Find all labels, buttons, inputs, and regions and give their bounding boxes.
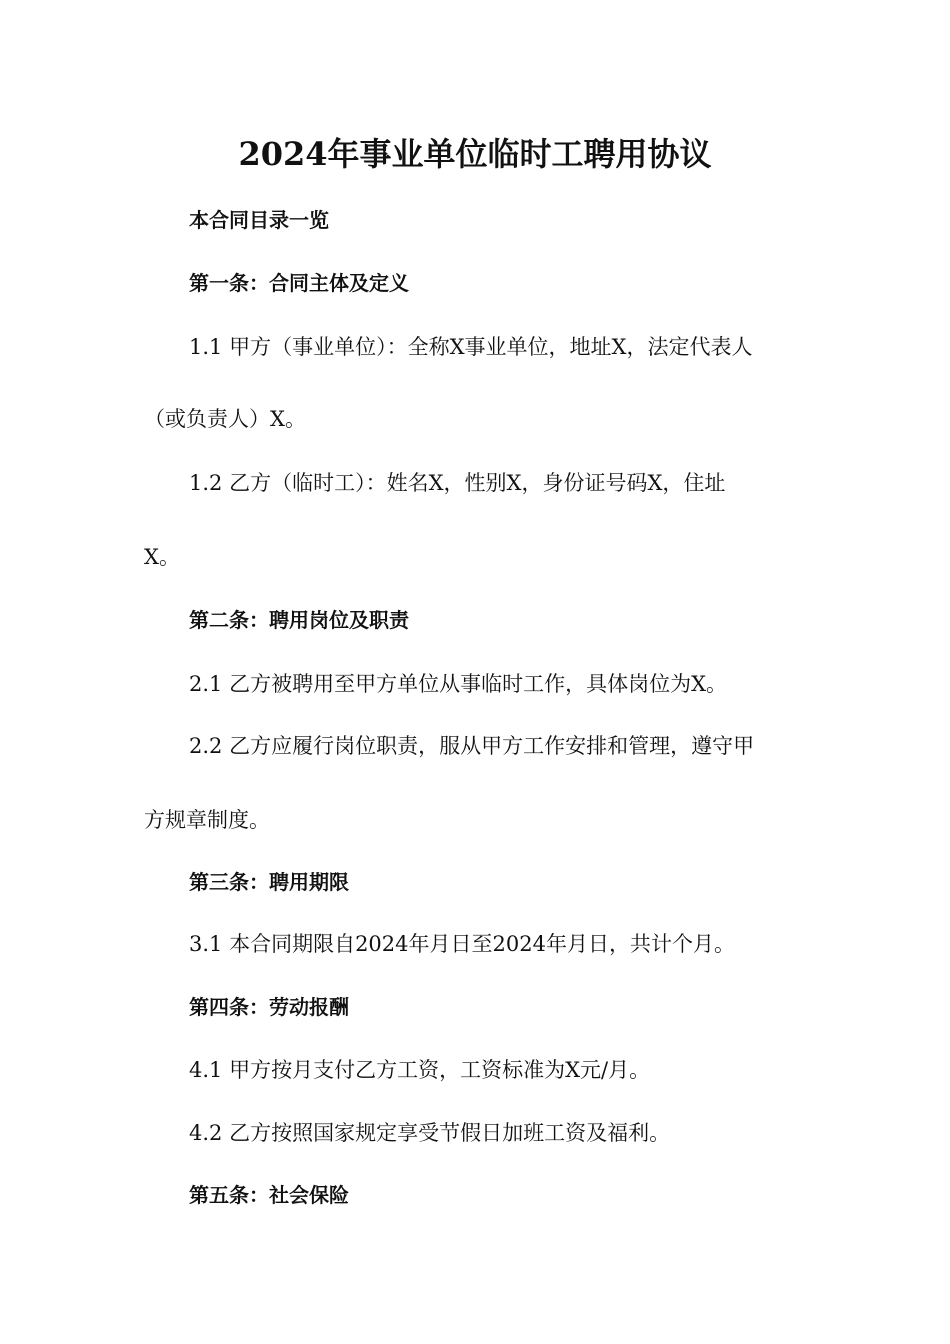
clause-4-2-line-1: 4.2 乙方按照国家规定享受节假日加班工资及福利。 [189, 1121, 671, 1145]
article-2-heading: 第二条：聘用岗位及职责 [189, 608, 409, 632]
article-3-heading: 第三条：聘用期限 [189, 870, 349, 894]
clause-1-2-line-1: 1.2 乙方（临时工）：姓名X，性别X，身份证号码X，住址 [189, 471, 726, 495]
clause-1-2-line-2: X。 [144, 545, 180, 569]
article-4-heading: 第四条：劳动报酬 [189, 995, 349, 1019]
clause-4-1-line-1: 4.1 甲方按月支付乙方工资，工资标准为X元/月。 [189, 1058, 651, 1082]
clause-1-1-line-1: 1.1 甲方（事业单位）：全称X事业单位，地址X，法定代表人 [189, 335, 753, 359]
clause-2-2-line-1: 2.2 乙方应履行岗位职责，服从甲方工作安排和管理，遵守甲 [189, 734, 755, 758]
article-1-heading: 第一条：合同主体及定义 [189, 271, 409, 295]
clause-1-1-line-2: （或负责人）X。 [144, 407, 306, 431]
clause-2-1-line-1: 2.1 乙方被聘用至甲方单位从事临时工作，具体岗位为X。 [189, 672, 728, 696]
toc-heading: 本合同目录一览 [189, 208, 329, 232]
clause-3-1-line-1: 3.1 本合同期限自2024年月日至2024年月日，共计个月。 [189, 932, 735, 956]
clause-2-2-line-2: 方规章制度。 [144, 808, 270, 832]
document-title: 2024年事业单位临时工聘用协议 [238, 135, 712, 173]
article-5-heading: 第五条：社会保险 [189, 1183, 349, 1207]
